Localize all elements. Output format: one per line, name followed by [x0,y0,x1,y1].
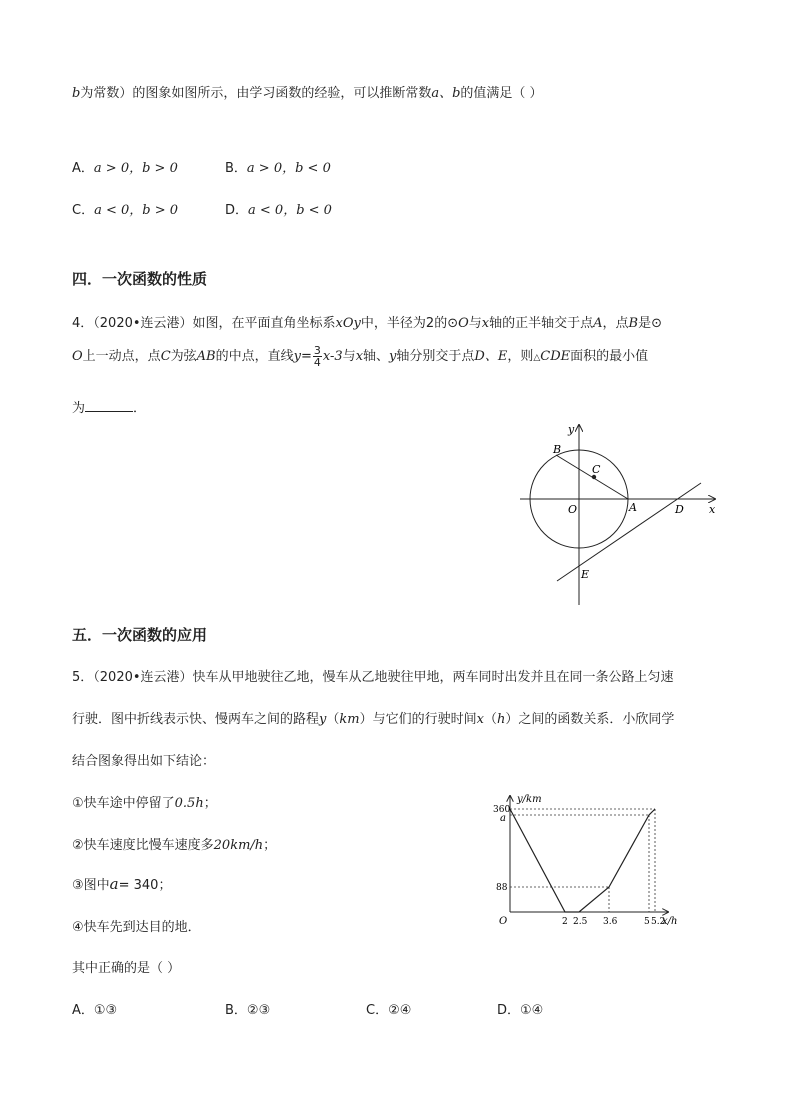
tick-3-6: 3.6 [603,917,618,927]
q5-line-3: 结合图象得出如下结论： [72,754,216,769]
q4-line-2: O上一动点，点C为弦AB的中点，直线y= $\frac{3}{4}$ x-3与x轴、y轴分别交于点D、E，则△CDE面积的最小值 [72,344,649,369]
tick-a: a [500,813,506,824]
q3-stem [72,82,543,101]
label-x: x [709,503,716,516]
tick-5-2: 5.2 [651,917,666,927]
q5-line-2: 行驶．图中折线表示快、慢两车之间的路程y（km）与它们的行驶时间x（h）之间的函数关系．小欣同学 [72,712,675,727]
label-e: E [581,568,590,581]
q3-stem-text: 为常数）的图象如图所示，由学习函数的经验，可以推断常数 [80,86,432,101]
var-ab: a、b [431,86,461,101]
q5-line-1: 5．（2020•连云港）快车从甲地驶往乙地，慢车从乙地驶往甲地，两车同时出发并且在同一条公路上匀速 [72,670,674,685]
var-b: b [72,86,81,101]
q5-conclusion-2: ②快车速度比慢车速度多20km/h； [72,838,277,853]
label-a: A [629,501,637,514]
tick-2-5: 2.5 [573,917,588,927]
tick-2: 2 [562,917,568,927]
q5-option-a[interactable]: A．①③ [72,1003,118,1018]
q5-option-b[interactable]: B．②③ [225,1003,271,1018]
label-y: y [568,423,575,436]
q5-conclusion-3: ③图中a= 340； [72,875,172,893]
section-5-heading: 五．一次函数的应用 [72,626,208,644]
q4-line-3: 为 ． [72,401,147,416]
q5-conclusion-1: ①快车途中停留了0.5h； [72,796,217,811]
label-o: O [568,503,578,516]
q3-stem-tail: 的值满足（ ） [460,86,543,101]
origin-label: O [499,916,508,927]
q4-circle-figure [515,420,725,610]
tick-5: 5 [644,917,650,927]
q3-option-c[interactable]: C．a < 0，b > 0 [72,203,179,218]
q5-question: 其中正确的是（ ） [72,961,181,976]
tick-360: 360 [493,805,511,815]
tick-88: 88 [496,883,508,893]
q3-option-a[interactable]: A．a > 0，b > 0 [72,161,178,176]
q5-option-c[interactable]: C．②④ [366,1003,412,1018]
label-b: B [553,443,562,456]
section-4-heading: 四．一次函数的性质 [72,270,208,288]
q5-conclusion-4: ④快车先到达目的地． [72,920,201,935]
y-axis-label: y/km [517,794,542,805]
q3-option-d[interactable]: D．a < 0，b < 0 [225,203,332,218]
q3-option-b[interactable]: B．a > 0，b < 0 [225,161,331,176]
q4-line-1: 4．（2020•连云港）如图，在平面直角坐标系xOy中，半径为2的⊙O与x轴的正半轴交于点A，点B是⊙ [72,316,663,331]
answer-blank[interactable] [85,399,133,412]
label-d: D [675,503,684,516]
distance-polyline [510,809,655,912]
label-c: C [592,463,601,476]
q5-distance-time-figure [492,790,692,930]
fraction-3-4: $\frac{3}{4}$ [313,344,321,369]
q5-option-d[interactable]: D．①④ [497,1003,544,1018]
x-axis-label: x/h [662,916,678,927]
